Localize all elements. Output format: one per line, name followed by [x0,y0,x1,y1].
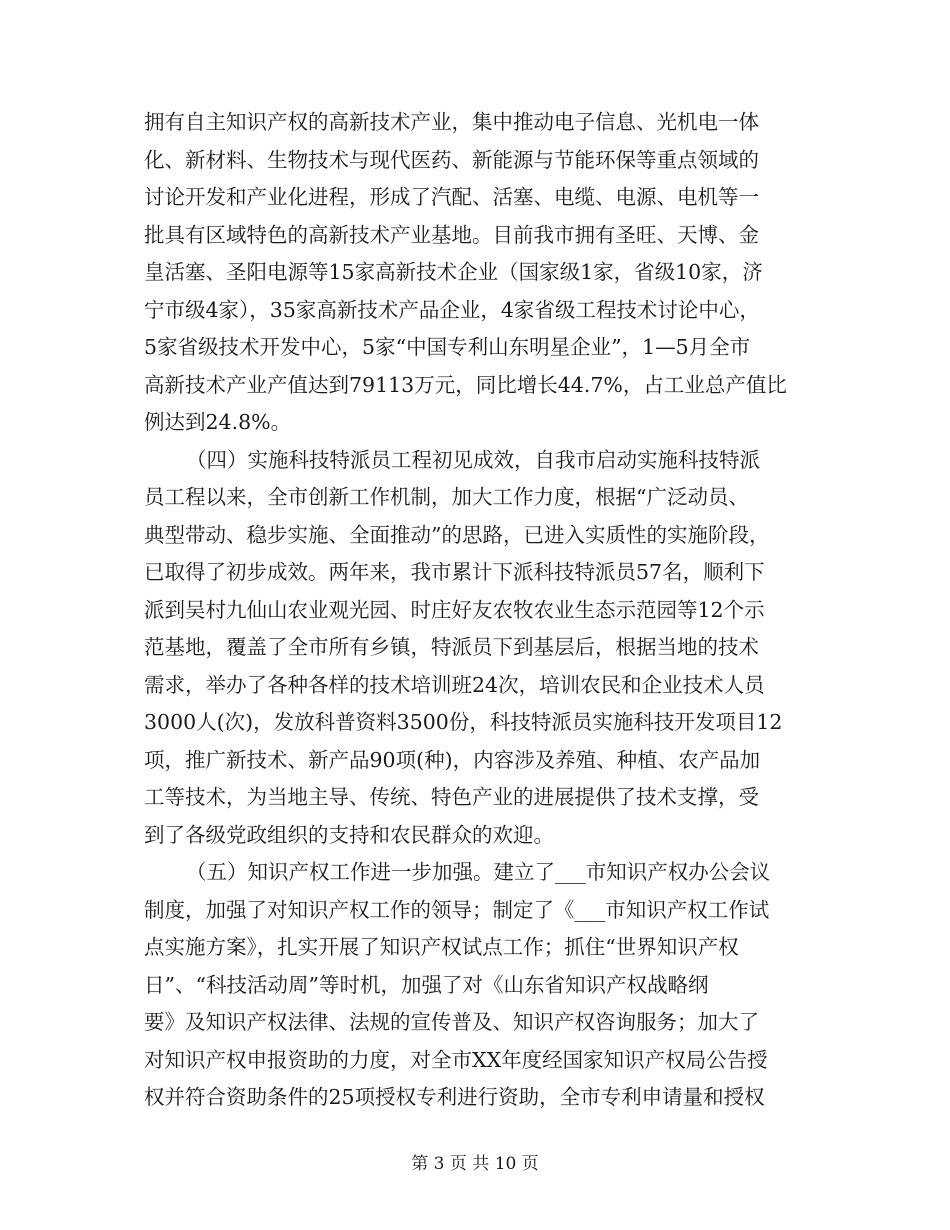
text-line: 派到吴村九仙山农业观光园、时庄好友农牧农业生态示范园等12个示 [144,597,765,622]
text-line: 需求，举办了各种各样的技术培训班24次，培训农民和企业技术人员 [144,672,765,697]
text-line: 已取得了初步成效。两年来，我市累计下派科技特派员57名，顺利下 [144,560,765,584]
paragraph-high-tech-industry [144,104,806,442]
text-line: 权并符合资助条件的25项授权专利进行资助，全市专利申请量和授权 [144,1085,765,1109]
text-line: 范基地，覆盖了全市所有乡镇，特派员下到基层后，根据当地的技术 [144,635,759,659]
text-line: 要》及知识产权法律、法规的宣传普及、知识产权咨询服务；加大了 [144,1010,759,1034]
text-line: 对知识产权申报资助的力度，对全市XX年度经国家知识产权局公告授 [144,1047,768,1072]
text-line: 批具有区域特色的高新技术产业基地。目前我市拥有圣旺、天博、金 [144,222,759,247]
text-line: 3000人(次)，发放科普资料3500份，科技特派员实施科技开发项目12 [144,710,783,734]
text-line: 项，推广新技术、新产品90项(种)，内容涉及养殖、种植、农产品加 [144,747,761,772]
text-line-indented: （四）实施科技特派员工程初见成效，自我市启动实施科技特派 [186,447,760,472]
text-line: 制度，加强了对知识产权工作的领导；制定了《___市知识产权工作试 [144,897,770,922]
document-body [144,104,806,1117]
text-line: 皇活塞、圣阳电源等15家高新技术企业（国家级1家，省级10家，济 [144,260,763,284]
text-line: 到了各级党政组织的支持和农民群众的欢迎。 [144,822,554,847]
paragraph-tech-envoy-program [144,442,806,855]
text-line: 日”、“科技活动周”等时机，加强了对《山东省知识产权战略纲 [144,972,709,997]
text-line-indented: （五）知识产权工作进一步加强。建立了___市知识产权办公会议 [186,860,771,884]
text-line: 点实施方案》，扎实开展了知识产权试点工作；抓住“世界知识产权 [144,935,739,959]
text-line: 拥有自主知识产权的高新技术产业，集中推动电子信息、光机电一体 [144,110,759,134]
text-line: 例达到24.8%。 [144,410,292,434]
text-line: 宁市级4家），35家高新技术产品企业，4家省级工程技术讨论中心， [144,297,760,322]
text-line: 典型带动、稳步实施、全面推动”的思路，已进入实质性的实施阶段， [144,522,770,547]
text-line: 工等技术，为当地主导、传统、特色产业的进展提供了技术支撑，受 [144,785,759,809]
page-number-footer: 第 3 页 共 10 页 [411,1154,539,1174]
paragraph-intellectual-property [144,854,806,1117]
text-line: 高新技术产业产值达到79113万元，同比增长44.7%，占工业总产值比 [144,372,787,397]
text-line: 5家省级技术开发中心，5家“中国专利山东明星企业”，1—5月全市 [144,335,751,359]
text-line: 化、新材料、生物技术与现代医药、新能源与节能环保等重点领域的 [144,147,759,172]
text-line: 讨论开发和产业化进程，形成了汽配、活塞、电缆、电源、电机等一 [144,185,759,209]
text-line: 员工程以来，全市创新工作机制，加大工作力度，根据“广泛动员、 [144,485,749,509]
